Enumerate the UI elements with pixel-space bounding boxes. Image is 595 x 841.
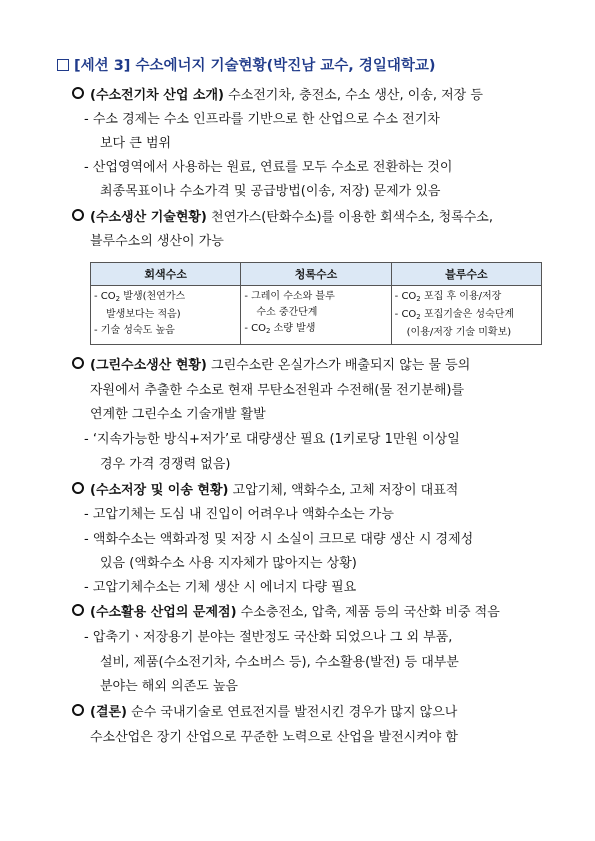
section-title xyxy=(57,54,557,75)
circle-bullet-icon xyxy=(72,482,84,494)
dash-item: - 고압기체는 도심 내 진입이 어려우나 액화수소는 가능 xyxy=(84,507,394,522)
bullet-continued: 자원에서 추출한 수소로 현재 무탄소전원과 수전해(물 전기분해)를 xyxy=(90,383,465,398)
cell-subscript: 2 xyxy=(416,313,421,321)
table-header-cell: 청록수소 xyxy=(241,263,391,286)
table-cell-blue xyxy=(391,286,541,345)
cell-subscript: 2 xyxy=(265,327,271,335)
cell-text: 수소 중간단계 xyxy=(256,307,318,318)
bullet-text: 그린수소란 온실가스가 배출되지 않는 물 등의 xyxy=(206,358,471,373)
dash-item-continued: 보다 큰 범위 xyxy=(100,136,172,151)
bullet-heading: (수소활용 산업의 문제점) xyxy=(90,605,237,620)
cell-text: - CO xyxy=(394,291,417,302)
table-header-cell: 블루수소 xyxy=(391,263,541,286)
bullet-text: 순수 국내기술로 연료전지를 발전시킨 경우가 많지 않으나 xyxy=(127,705,458,720)
cell-text: - 그레이 수소와 블루 xyxy=(244,291,335,302)
circle-bullet-icon xyxy=(72,357,84,369)
bullet-hydrogen-vehicle xyxy=(72,86,483,106)
hydrogen-type-table xyxy=(90,262,542,345)
section-title-text: [세션 3] 수소에너지 기술현황(박진남 교수, 경일대학교) xyxy=(74,58,436,74)
table-row xyxy=(91,286,542,345)
cell-text: 발생보다는 적음) xyxy=(106,309,181,320)
dash-item: - 액화수소는 액화과정 및 저장 시 소실이 크므로 대량 생산 시 경제성 xyxy=(84,532,474,547)
bullet-continued: 연계한 그린수소 기술개발 활발 xyxy=(90,407,266,422)
dash-item-continued: 있음 (액화수소 사용 지자체가 많아지는 상황) xyxy=(100,556,357,571)
cell-text: 포집기술은 성숙단계 xyxy=(420,309,515,320)
cell-text: - CO xyxy=(394,309,417,320)
bullet-heading: (수소저장 및 이송 현황) xyxy=(90,483,229,498)
dash-item-continued: 설비, 제품(수소전기차, 수소버스 등), 수소활용(발전) 등 대부분 xyxy=(100,655,459,670)
table-cell-turquoise xyxy=(241,286,391,345)
cell-text: (이용/저장 기술 미확보) xyxy=(406,327,512,338)
dash-item: - ‘지속가능한 방식+저가’로 대량생산 필요 (1키로당 1만원 이상일 xyxy=(84,432,460,447)
bullet-text: 수소전기차, 충전소, 수소 생산, 이송, 저장 등 xyxy=(223,88,483,103)
cell-text: - 기술 성숙도 높음 xyxy=(94,325,175,336)
table-header-row xyxy=(91,263,542,286)
cell-subscript: 2 xyxy=(115,295,121,303)
dash-item: - 고압기체수소는 기체 생산 시 에너지 다량 필요 xyxy=(84,580,357,595)
bullet-text: 수소충전소, 압축, 제품 등의 국산화 비중 적음 xyxy=(236,605,500,620)
dash-item-continued: 경우 가격 경쟁력 없음) xyxy=(100,457,231,472)
bullet-heading: (결론) xyxy=(90,705,127,720)
bullet-storage-transport xyxy=(72,481,458,501)
dash-item-continued: 최종목표이나 수소가격 및 공급방법(이송, 저장) 문제가 있음 xyxy=(100,184,441,199)
bullet-heading: (수소생산 기술현황) xyxy=(90,210,207,225)
dash-item-continued: 분야는 해외 의존도 높음 xyxy=(100,679,238,694)
dash-item: - 산업영역에서 사용하는 원료, 연료를 모두 수소로 전환하는 것이 xyxy=(84,160,453,175)
dash-item: - 수소 경제는 수소 인프라를 기반으로 한 산업으로 수소 전기차 xyxy=(84,112,440,127)
bullet-text: 천연가스(탄화수소)를 이용한 회색수소, 청록수소, xyxy=(206,210,493,225)
circle-bullet-icon xyxy=(72,604,84,616)
table-cell-grey xyxy=(91,286,241,345)
bullet-hydrogen-production xyxy=(72,208,493,228)
circle-bullet-icon xyxy=(72,87,84,99)
cell-text: - CO xyxy=(244,323,266,334)
dash-item: - 압축기ㆍ저장용기 분야는 절반정도 국산화 되었으나 그 외 부품, xyxy=(84,630,453,645)
circle-bullet-icon xyxy=(72,209,84,221)
bullet-continued: 수소산업은 장기 산업으로 꾸준한 노력으로 산업을 발전시켜야 함 xyxy=(90,730,458,745)
bullet-continued: 블루수소의 생산이 가능 xyxy=(90,234,224,249)
bullet-heading: (그린수소생산 현황) xyxy=(90,358,207,373)
bullet-utilization-problems xyxy=(72,603,500,623)
cell-text: - CO xyxy=(94,291,116,302)
bullet-text: 고압기체, 액화수소, 고체 저장이 대표적 xyxy=(228,483,459,498)
bullet-heading: (수소전기차 산업 소개) xyxy=(90,88,224,103)
cell-text: 소량 발생 xyxy=(270,323,316,334)
cell-subscript: 2 xyxy=(416,295,421,303)
cell-text: 포집 후 이용/저장 xyxy=(420,291,502,302)
table-header-cell: 회색수소 xyxy=(91,263,241,286)
circle-bullet-icon xyxy=(72,704,84,716)
bullet-green-hydrogen xyxy=(72,356,470,376)
cell-text: 발생(천연가스 xyxy=(120,291,186,302)
bullet-conclusion xyxy=(72,703,457,723)
checkbox-square-icon xyxy=(57,59,69,71)
